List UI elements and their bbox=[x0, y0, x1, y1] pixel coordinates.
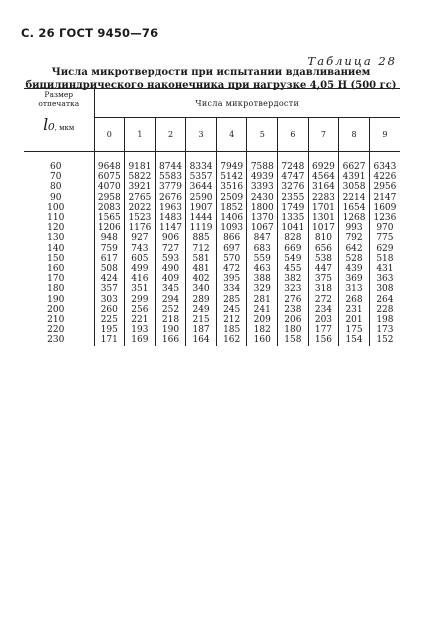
hardness-value-cell: 697 bbox=[216, 244, 247, 254]
hardness-value-cell: 559 bbox=[247, 254, 278, 264]
hardness-value-cell: 2214 bbox=[339, 193, 370, 203]
hardness-value-cell: 162 bbox=[216, 335, 247, 345]
hardness-value-cell: 198 bbox=[376, 315, 394, 326]
hardness-value-cell: 212 bbox=[216, 315, 247, 325]
row-size-cell: 90 bbox=[24, 193, 94, 203]
hardness-value-cell: 1119 bbox=[186, 223, 217, 233]
hardness-value-cell: 4391 bbox=[339, 172, 370, 182]
hardness-value-cell: 1654 bbox=[339, 203, 370, 213]
hardness-value-cell: 388 bbox=[247, 274, 278, 284]
hardness-value-cell: 1093 bbox=[216, 223, 247, 233]
hardness-value-cell: 669 bbox=[278, 244, 309, 254]
row-size-cell: 120 bbox=[24, 223, 94, 233]
hardness-value-cell: 581 bbox=[186, 254, 217, 264]
table-row bbox=[24, 203, 400, 213]
hardness-value-cell: 2765 bbox=[125, 193, 156, 203]
hardness-value-cell: 828 bbox=[278, 233, 309, 243]
hardness-value-cell: 285 bbox=[216, 295, 247, 305]
hardness-value-cell: 166 bbox=[155, 335, 186, 345]
size-header-line-1: Размер bbox=[44, 90, 74, 99]
digit-column-header: 1 bbox=[125, 118, 156, 152]
hardness-value-cell: 1268 bbox=[339, 213, 370, 223]
hardness-value-cell: 1176 bbox=[125, 223, 156, 233]
hardness-value-cell: 369 bbox=[339, 274, 370, 284]
table-row bbox=[24, 315, 400, 325]
hardness-value-cell: 169 bbox=[125, 335, 156, 345]
hardness-value-cell: 3644 bbox=[186, 182, 217, 192]
hardness-value-cell: 3921 bbox=[125, 182, 156, 192]
hardness-value-cell: 357 bbox=[94, 284, 125, 294]
hardness-value-cell: 570 bbox=[216, 254, 247, 264]
table-row bbox=[24, 325, 400, 335]
hardness-value-cell: 1852 bbox=[216, 203, 247, 213]
row-size-cell: 150 bbox=[24, 254, 94, 264]
hardness-value-cell: 2590 bbox=[186, 193, 217, 203]
hardness-value-cell: 334 bbox=[216, 284, 247, 294]
hardness-value-cell: 1800 bbox=[247, 203, 278, 213]
hardness-value-cell: 2022 bbox=[125, 203, 156, 213]
hardness-value-cell: 481 bbox=[186, 264, 217, 274]
hardness-value-cell: 313 bbox=[339, 284, 370, 294]
hardness-value-cell: 195 bbox=[94, 325, 125, 335]
hardness-value-cell: 906 bbox=[155, 233, 186, 243]
hardness-value-cell: 1147 bbox=[155, 223, 186, 233]
hardness-value-cell: 970 bbox=[376, 223, 394, 234]
hardness-value-cell: 382 bbox=[278, 274, 309, 284]
row-size-cell: 170 bbox=[24, 274, 94, 284]
hardness-value-cell: 2083 bbox=[94, 203, 125, 213]
row-size-cell: 130 bbox=[24, 233, 94, 243]
hardness-value-cell: 9181 bbox=[125, 152, 156, 173]
hardness-value-cell: 9648 bbox=[94, 152, 125, 173]
table-title-line-2: бицилиндрического наконечника при нагрузке 4,05 Н (500 гс) bbox=[25, 80, 397, 91]
row-size-cell: 210 bbox=[24, 315, 94, 325]
hardness-value-cell: 431 bbox=[376, 264, 394, 275]
row-size-cell: 110 bbox=[24, 213, 94, 223]
hardness-value-cell: 617 bbox=[94, 254, 125, 264]
hardness-value-cell: 1609 bbox=[373, 202, 397, 213]
hardness-value-cell: 201 bbox=[339, 315, 370, 325]
table-body bbox=[24, 152, 400, 346]
hardness-value-cell: 4564 bbox=[308, 172, 339, 182]
hardness-value-cell: 4070 bbox=[94, 182, 125, 192]
row-size-cell: 60 bbox=[24, 152, 94, 173]
hardness-value-cell: 1406 bbox=[216, 213, 247, 223]
hardness-value-cell: 323 bbox=[278, 284, 309, 294]
hardness-value-cell: 402 bbox=[186, 274, 217, 284]
hardness-value-cell: 154 bbox=[339, 335, 370, 345]
hardness-value-cell: 1017 bbox=[308, 223, 339, 233]
hardness-value-cell: 303 bbox=[94, 295, 125, 305]
hardness-value-cell: 158 bbox=[278, 335, 309, 345]
table-row bbox=[24, 295, 400, 305]
hardness-value-cell: 2430 bbox=[247, 193, 278, 203]
hardness-value-cell: 490 bbox=[155, 264, 186, 274]
hardness-value-cell: 187 bbox=[186, 325, 217, 335]
hardness-value-cell: 272 bbox=[308, 295, 339, 305]
table-number-label: Таблица 28 bbox=[307, 54, 397, 68]
hardness-value-cell: 847 bbox=[247, 233, 278, 243]
hardness-value-cell: 4747 bbox=[278, 172, 309, 182]
hardness-value-cell: 260 bbox=[94, 305, 125, 315]
digit-column-header: 5 bbox=[247, 118, 278, 152]
hardness-value-cell: 1206 bbox=[94, 223, 125, 233]
hardness-value-cell: 948 bbox=[94, 233, 125, 243]
table-row bbox=[24, 213, 400, 223]
hardness-value-cell: 164 bbox=[186, 335, 217, 345]
hardness-value-cell: 5142 bbox=[216, 172, 247, 182]
hardness-value-cell: 7588 bbox=[247, 152, 278, 173]
hardness-value-cell: 276 bbox=[278, 295, 309, 305]
hardness-value-cell: 8744 bbox=[155, 152, 186, 173]
row-size-cell: 200 bbox=[24, 305, 94, 315]
hardness-value-cell: 171 bbox=[94, 335, 125, 345]
hardness-value-cell: 605 bbox=[125, 254, 156, 264]
hardness-value-cell: 3058 bbox=[339, 182, 370, 192]
hardness-value-cell: 329 bbox=[247, 284, 278, 294]
hardness-value-cell: 193 bbox=[125, 325, 156, 335]
table-row bbox=[24, 284, 400, 294]
hardness-value-cell: 4939 bbox=[247, 172, 278, 182]
size-unit: , мкм bbox=[54, 124, 75, 132]
hardness-value-cell: 175 bbox=[339, 325, 370, 335]
hardness-value-cell: 439 bbox=[339, 264, 370, 274]
hardness-value-cell: 447 bbox=[308, 264, 339, 274]
hardness-value-cell: 1236 bbox=[373, 213, 397, 224]
row-size-cell: 140 bbox=[24, 244, 94, 254]
hardness-value-cell: 528 bbox=[339, 254, 370, 264]
hardness-value-cell: 152 bbox=[376, 335, 394, 346]
hardness-value-cell: 683 bbox=[247, 244, 278, 254]
table-row bbox=[24, 233, 400, 243]
hardness-value-cell: 1335 bbox=[278, 213, 309, 223]
hardness-value-cell: 712 bbox=[186, 244, 217, 254]
hardness-value-cell: 231 bbox=[339, 305, 370, 315]
table-row bbox=[24, 193, 400, 203]
hardness-value-cell: 1907 bbox=[186, 203, 217, 213]
hardness-value-cell: 1565 bbox=[94, 213, 125, 223]
hardness-value-cell: 225 bbox=[94, 315, 125, 325]
hardness-value-cell: 363 bbox=[376, 274, 394, 285]
hardness-value-cell: 182 bbox=[247, 325, 278, 335]
digit-column-header: 3 bbox=[186, 118, 217, 152]
hardness-value-cell: 927 bbox=[125, 233, 156, 243]
hardness-value-cell: 508 bbox=[94, 264, 125, 274]
hardness-value-cell: 866 bbox=[216, 233, 247, 243]
hardness-value-cell: 2147 bbox=[373, 192, 397, 203]
hardness-value-cell: 727 bbox=[155, 244, 186, 254]
table-row bbox=[24, 305, 400, 315]
row-size-cell: 70 bbox=[24, 172, 94, 182]
hardness-value-cell: 351 bbox=[125, 284, 156, 294]
hardness-value-cell: 7949 bbox=[216, 152, 247, 173]
digit-column-header: 9 bbox=[369, 118, 400, 152]
hardness-value-cell: 5822 bbox=[125, 172, 156, 182]
hardness-value-cell: 299 bbox=[125, 295, 156, 305]
hardness-value-cell: 215 bbox=[186, 315, 217, 325]
hardness-value-cell: 2355 bbox=[278, 193, 309, 203]
hardness-value-cell: 1701 bbox=[308, 203, 339, 213]
hardness-value-cell: 3393 bbox=[247, 182, 278, 192]
hardness-value-cell: 499 bbox=[125, 264, 156, 274]
row-size-cell: 180 bbox=[24, 284, 94, 294]
hardness-value-cell: 3779 bbox=[155, 182, 186, 192]
digit-column-header: 8 bbox=[339, 118, 370, 152]
hardness-value-cell: 1041 bbox=[278, 223, 309, 233]
row-size-cell: 230 bbox=[24, 335, 94, 345]
hardness-value-cell: 759 bbox=[94, 244, 125, 254]
hardness-value-cell: 2956 bbox=[373, 182, 397, 193]
size-header-line-2: отпечатка bbox=[38, 98, 80, 108]
hardness-value-cell: 3516 bbox=[216, 182, 247, 192]
hardness-value-cell: 177 bbox=[308, 325, 339, 335]
table-row bbox=[24, 335, 400, 345]
digit-column-header: 2 bbox=[155, 118, 186, 152]
hardness-value-cell: 2283 bbox=[308, 193, 339, 203]
hardness-value-cell: 160 bbox=[247, 335, 278, 345]
hardness-value-cell: 308 bbox=[376, 284, 394, 295]
hardness-value-cell: 245 bbox=[216, 305, 247, 315]
hardness-value-cell: 218 bbox=[155, 315, 186, 325]
hardness-value-cell: 593 bbox=[155, 254, 186, 264]
hardness-value-cell: 885 bbox=[186, 233, 217, 243]
size-column-header bbox=[24, 89, 94, 152]
hardness-value-cell: 409 bbox=[155, 274, 186, 284]
hardness-value-cell: 228 bbox=[376, 304, 394, 315]
hardness-value-cell: 318 bbox=[308, 284, 339, 294]
microhardness-table bbox=[24, 88, 400, 346]
hardness-value-cell: 234 bbox=[308, 305, 339, 315]
hardness-value-cell: 1370 bbox=[247, 213, 278, 223]
hardness-value-cell: 206 bbox=[278, 315, 309, 325]
hardness-value-cell: 173 bbox=[376, 325, 394, 336]
hardness-value-cell: 629 bbox=[376, 243, 394, 254]
hardness-value-cell: 375 bbox=[308, 274, 339, 284]
hardness-value-cell: 185 bbox=[216, 325, 247, 335]
hardness-value-cell: 2509 bbox=[216, 193, 247, 203]
hardness-value-cell: 2676 bbox=[155, 193, 186, 203]
row-size-cell: 100 bbox=[24, 203, 94, 213]
digit-column-header: 4 bbox=[216, 118, 247, 152]
digit-column-header: 7 bbox=[308, 118, 339, 152]
hardness-value-cell: 209 bbox=[247, 315, 278, 325]
hardness-value-cell: 294 bbox=[155, 295, 186, 305]
hardness-value-cell: 281 bbox=[247, 295, 278, 305]
hardness-value-cell: 549 bbox=[278, 254, 309, 264]
hardness-value-cell: 642 bbox=[339, 244, 370, 254]
hardness-value-cell: 472 bbox=[216, 264, 247, 274]
hardness-value-cell: 3164 bbox=[308, 182, 339, 192]
hardness-value-cell: 743 bbox=[125, 244, 156, 254]
hardness-value-cell: 656 bbox=[308, 244, 339, 254]
table-row bbox=[24, 223, 400, 233]
hardness-value-cell: 6929 bbox=[308, 152, 339, 173]
hardness-value-cell: 268 bbox=[339, 295, 370, 305]
hardness-value-cell: 3276 bbox=[278, 182, 309, 192]
hardness-value-cell: 2958 bbox=[94, 193, 125, 203]
hardness-value-cell: 1067 bbox=[247, 223, 278, 233]
digit-column-header: 6 bbox=[278, 118, 309, 152]
hardness-value-cell: 180 bbox=[278, 325, 309, 335]
table-row bbox=[24, 264, 400, 274]
hardness-value-cell: 1749 bbox=[278, 203, 309, 213]
hardness-value-cell: 252 bbox=[155, 305, 186, 315]
group-header: Числа микротвердости bbox=[94, 89, 400, 118]
hardness-value-cell: 340 bbox=[186, 284, 217, 294]
hardness-value-cell: 1963 bbox=[155, 203, 186, 213]
hardness-value-cell: 810 bbox=[308, 233, 339, 243]
table-row bbox=[24, 274, 400, 284]
page-header: С. 26 ГОСТ 9450—76 bbox=[21, 26, 159, 40]
row-size-cell: 220 bbox=[24, 325, 94, 335]
hardness-value-cell: 221 bbox=[125, 315, 156, 325]
hardness-value-cell: 256 bbox=[125, 305, 156, 315]
size-symbol: l₀, мкм bbox=[43, 115, 75, 134]
hardness-value-cell: 241 bbox=[247, 305, 278, 315]
row-size-cell: 80 bbox=[24, 182, 94, 192]
hardness-value-cell: 6075 bbox=[94, 172, 125, 182]
hardness-value-cell: 264 bbox=[376, 294, 394, 305]
table-row bbox=[24, 254, 400, 264]
hardness-value-cell: 775 bbox=[376, 233, 394, 244]
hardness-value-cell: 6627 bbox=[339, 152, 370, 173]
hardness-value-cell: 1444 bbox=[186, 213, 217, 223]
hardness-value-cell: 424 bbox=[94, 274, 125, 284]
hardness-value-cell: 1483 bbox=[155, 213, 186, 223]
hardness-value-cell: 249 bbox=[186, 305, 217, 315]
hardness-value-cell: 463 bbox=[247, 264, 278, 274]
row-size-cell: 190 bbox=[24, 295, 94, 305]
hardness-value-cell: 4226 bbox=[373, 172, 397, 183]
hardness-value-cell: 7248 bbox=[278, 152, 309, 173]
hardness-value-cell: 1523 bbox=[125, 213, 156, 223]
hardness-value-cell: 792 bbox=[339, 233, 370, 243]
hardness-value-cell: 238 bbox=[278, 305, 309, 315]
hardness-value-cell: 203 bbox=[308, 315, 339, 325]
hardness-value-cell: 455 bbox=[278, 264, 309, 274]
hardness-value-cell: 993 bbox=[339, 223, 370, 233]
table-row bbox=[24, 172, 400, 182]
hardness-value-cell: 8334 bbox=[186, 152, 217, 173]
hardness-value-cell: 5357 bbox=[186, 172, 217, 182]
row-size-cell: 160 bbox=[24, 264, 94, 274]
hardness-value-cell: 289 bbox=[186, 295, 217, 305]
table-row bbox=[24, 244, 400, 254]
hardness-value-cell: 395 bbox=[216, 274, 247, 284]
hardness-value-cell: 190 bbox=[155, 325, 186, 335]
digit-column-header: 0 bbox=[94, 118, 125, 152]
hardness-value-cell: 1301 bbox=[308, 213, 339, 223]
hardness-value-cell: 518 bbox=[376, 253, 394, 264]
hardness-value-cell: 5583 bbox=[155, 172, 186, 182]
table-title-line-1: Числа микротвердости при испытании вдавливанием bbox=[51, 67, 371, 78]
table-row bbox=[24, 152, 400, 173]
hardness-value-cell: 416 bbox=[125, 274, 156, 284]
hardness-value-cell: 538 bbox=[308, 254, 339, 264]
hardness-value-cell: 156 bbox=[308, 335, 339, 345]
hardness-value-cell: 6343 bbox=[373, 162, 397, 172]
table-row bbox=[24, 182, 400, 192]
hardness-value-cell: 345 bbox=[155, 284, 186, 294]
